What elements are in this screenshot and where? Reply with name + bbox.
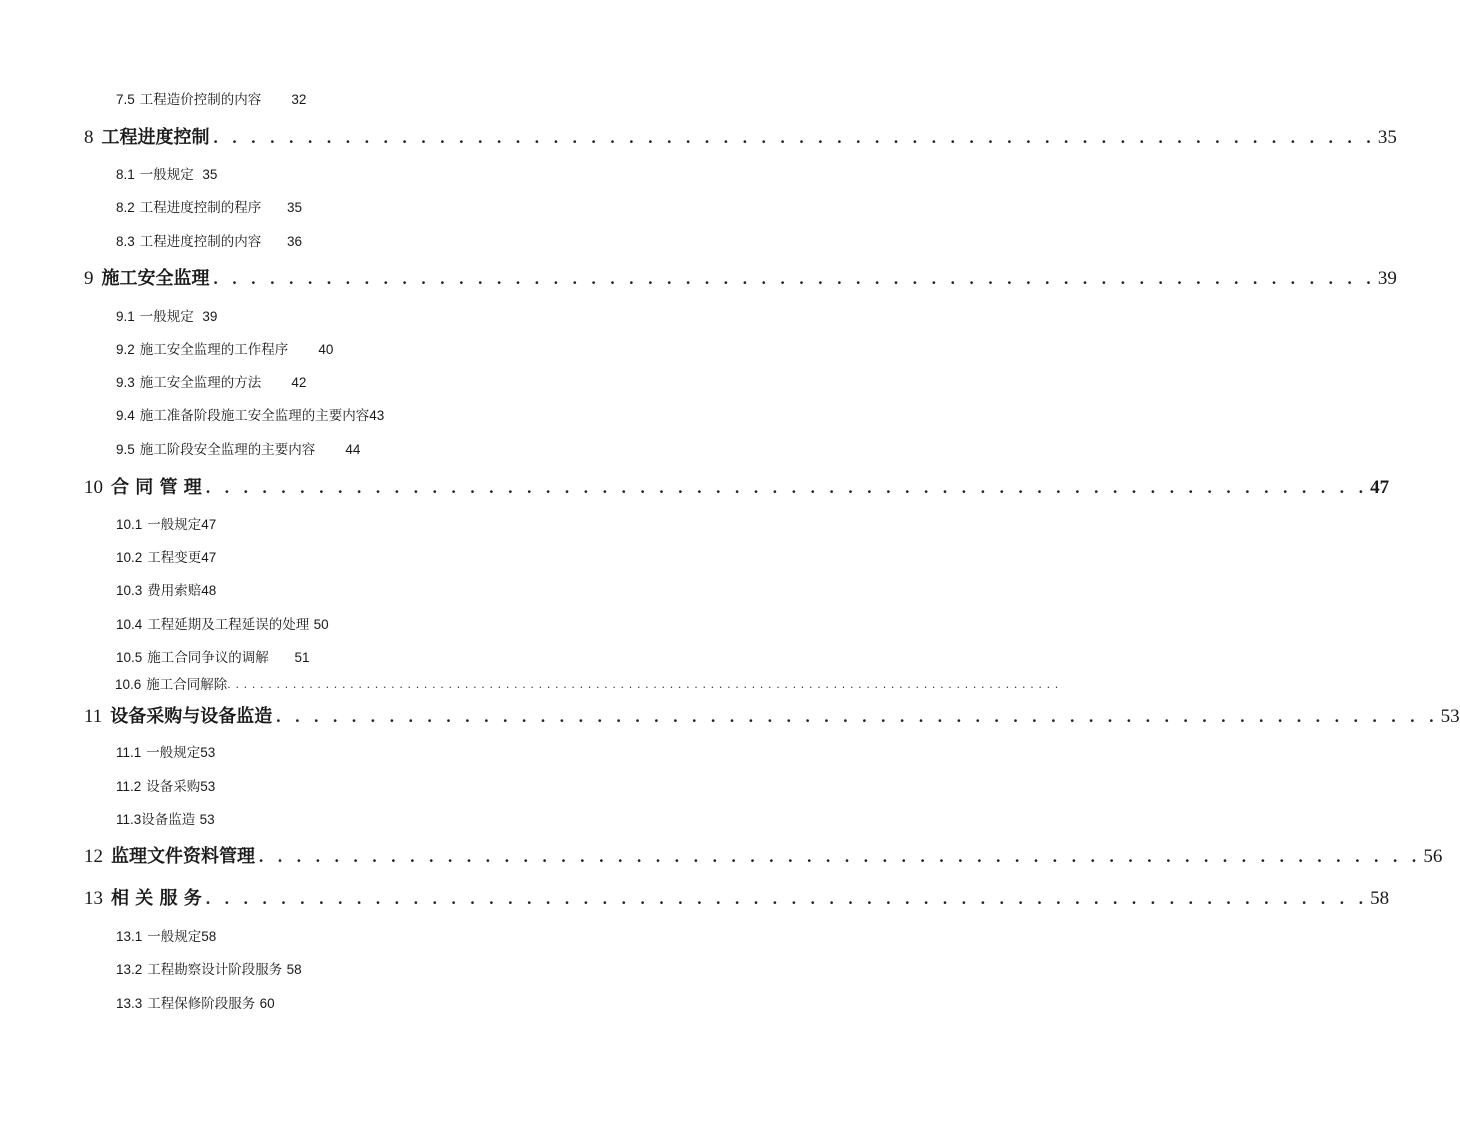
chapter-number: 13 — [84, 888, 103, 909]
toc-entry-13-1[interactable] — [116, 927, 216, 947]
dot-leader: . . . . . . . . . . . . . . . . . . . . . . . . . . . . . . . . . . . . . . . . . . . . . . . . . . . . . . . . . . . . . . — [213, 128, 1376, 147]
dot-leader: . . . . . . . . . . . . . . . . . . . . . . . . . . . . . . . . . . . . . . . . . . . . . . . . . . . . . . . . . . . . . . — [213, 269, 1376, 288]
entry-title: 工程造价控制的内容 — [139, 92, 262, 108]
chapter-page: 56 — [1423, 846, 1443, 867]
entry-page: 58 — [201, 929, 217, 944]
entry-title: 施工安全监理的方法 — [139, 375, 262, 391]
entry-title: 费用索赔 — [147, 583, 202, 599]
entry-title: 设备监造 — [141, 812, 196, 828]
entry-title: 一般规定 — [139, 167, 194, 183]
entry-number: 8.1 — [116, 167, 135, 182]
toc-entry-11-2[interactable] — [116, 777, 215, 797]
entry-number: 9.4 — [116, 408, 135, 423]
toc-entry-9-1[interactable] — [116, 307, 217, 327]
chapter-title: 施工安全监理 — [101, 268, 210, 289]
entry-title: 施工合同争议的调解 — [147, 650, 269, 666]
entry-page: 48 — [201, 583, 217, 598]
entry-page: 51 — [294, 650, 310, 665]
entry-page: 47 — [201, 517, 217, 532]
toc-entry-8-1[interactable] — [116, 165, 217, 185]
entry-page: 53 — [200, 745, 216, 760]
entry-page: 35 — [202, 167, 218, 182]
toc-entry-10-4[interactable] — [116, 615, 329, 635]
toc-entry-11-1[interactable] — [116, 743, 215, 763]
entry-title: 一般规定 — [139, 309, 194, 325]
chapter-title: 工程进度控制 — [101, 127, 210, 148]
chapter-number: 8 — [84, 127, 94, 148]
entry-page: 44 — [345, 442, 361, 457]
dot-leader: . . . . . . . . . . . . . . . . . . . . . . . . . . . . . . . . . . . . . . . . . . . . . . . . . . . . . . . . . . . . . . — [259, 847, 1422, 866]
chapter-page: 39 — [1377, 268, 1397, 289]
entry-title: 工程进度控制的程序 — [139, 200, 262, 216]
entry-number: 10.1 — [116, 517, 143, 532]
entry-title: 一般规定 — [146, 745, 201, 761]
entry-number: 10.4 — [116, 617, 143, 632]
toc-entry-10-3[interactable] — [116, 581, 216, 601]
entry-number: 13.3 — [116, 996, 143, 1011]
toc-entry-8-2[interactable] — [116, 198, 302, 218]
entry-number: 7.5 — [116, 92, 135, 107]
entry-number: 10.6 — [115, 677, 142, 692]
entry-page: 40 — [318, 342, 334, 357]
entry-title: 设备采购 — [146, 779, 201, 795]
entry-title: 施工准备阶段施工安全监理的主要内容 — [139, 408, 370, 424]
entry-number: 9.3 — [116, 375, 135, 390]
entry-number: 8.3 — [116, 234, 135, 249]
dot-leader: . . . . . . . . . . . . . . . . . . . . . . . . . . . . . . . . . . . . . . . . . . . . . . . . . . . . . . . . . . . . . . — [205, 478, 1369, 497]
chapter-title: 监理文件资料管理 — [111, 846, 255, 867]
toc-chapter-13[interactable] — [84, 885, 1390, 913]
dot-leader: . . . . . . . . . . . . . . . . . . . . . . . . . . . . . . . . . . . . . . . . . . . . . . . . . . . . . . . . . . . . . . — [205, 889, 1369, 908]
entry-number: 9.1 — [116, 309, 135, 324]
entry-number: 13.1 — [116, 929, 143, 944]
entry-number: 10.3 — [116, 583, 143, 598]
entry-title: 工程保修阶段服务 — [147, 996, 256, 1012]
chapter-number: 9 — [84, 268, 94, 289]
entry-number: 10.5 — [116, 650, 143, 665]
entry-page: 36 — [287, 234, 303, 249]
chapter-number: 11 — [84, 706, 103, 727]
entry-title: 工程进度控制的内容 — [139, 234, 262, 250]
entry-title: 施工安全监理的工作程序 — [139, 342, 289, 358]
entry-number: 11.3 — [116, 812, 142, 827]
entry-page: 53 — [199, 812, 215, 827]
entry-title: 工程勘察设计阶段服务 — [147, 962, 283, 978]
chapter-page: 35 — [1377, 127, 1397, 148]
toc-entry-9-5[interactable] — [116, 440, 360, 460]
toc-entry-9-2[interactable] — [116, 340, 333, 360]
entry-title: 一般规定 — [147, 929, 202, 945]
chapter-title: 相 关 服 务 — [111, 888, 202, 909]
toc-entry-13-3[interactable] — [116, 994, 275, 1014]
dot-leader: . . . . . . . . . . . . . . . . . . . . . . . . . . . . . . . . . . . . . . . . . . . . . . . . . . . . . . . . . . . . . . — [276, 707, 1439, 726]
dot-leader: . . . . . . . . . . . . . . . . . . . . . . . . . . . . . . . . . . . . . . . . . . . . . . . . . . . . . . . . . . . . . . . . . . . . . . . . . . . . . . . . . . . . . . . . . . . . . . . . . . . . . . — [227, 678, 1059, 691]
entry-number: 9.5 — [116, 442, 135, 457]
entry-page: 42 — [291, 375, 307, 390]
entry-page: 35 — [287, 200, 303, 215]
toc-entry-9-4[interactable] — [116, 406, 384, 426]
entry-number: 11.1 — [116, 745, 142, 760]
entry-number: 11.2 — [116, 779, 142, 794]
toc-entry-10-5[interactable] — [116, 648, 310, 668]
toc-chapter-8[interactable] — [84, 124, 1397, 152]
toc-chapter-10[interactable] — [84, 474, 1390, 502]
entry-page: 32 — [291, 92, 307, 107]
toc-entry-10-6[interactable] — [115, 675, 1059, 695]
toc-entry-13-2[interactable] — [116, 960, 302, 980]
entry-title: 工程延期及工程延误的处理 — [147, 617, 310, 633]
entry-page: 53 — [200, 779, 216, 794]
entry-number: 8.2 — [116, 200, 135, 215]
chapter-page: 47 — [1370, 477, 1390, 498]
entry-page: 47 — [201, 550, 217, 565]
entry-page: 58 — [286, 962, 302, 977]
toc-entry-7-5[interactable] — [116, 90, 306, 110]
toc-chapter-12[interactable] — [84, 843, 1443, 871]
entry-title: 施工阶段安全监理的主要内容 — [139, 442, 316, 458]
entry-page: 50 — [313, 617, 329, 632]
entry-number: 9.2 — [116, 342, 135, 357]
entry-title: 工程变更 — [147, 550, 202, 566]
chapter-page: 58 — [1370, 888, 1390, 909]
entry-number: 13.2 — [116, 962, 143, 977]
toc-entry-9-3[interactable] — [116, 373, 306, 393]
toc-entry-10-1[interactable] — [116, 515, 216, 535]
entry-page: 43 — [369, 408, 385, 423]
toc-chapter-9[interactable] — [84, 265, 1397, 293]
chapter-number: 12 — [84, 846, 103, 867]
toc-entry-8-3[interactable] — [116, 232, 302, 252]
entry-page: 60 — [259, 996, 275, 1011]
entry-title: 施工合同解除 — [146, 677, 228, 693]
chapter-title: 合 同 管 理 — [111, 477, 202, 498]
toc-entry-11-3[interactable] — [116, 810, 215, 830]
chapter-title: 设备采购与设备监造 — [110, 706, 273, 727]
entry-number: 10.2 — [116, 550, 143, 565]
chapter-number: 10 — [84, 477, 103, 498]
entry-page: 39 — [202, 309, 218, 324]
chapter-page: 53 — [1440, 706, 1460, 727]
toc-entry-10-2[interactable] — [116, 548, 216, 568]
entry-title: 一般规定 — [147, 517, 202, 533]
toc-chapter-11[interactable] — [84, 703, 1460, 731]
